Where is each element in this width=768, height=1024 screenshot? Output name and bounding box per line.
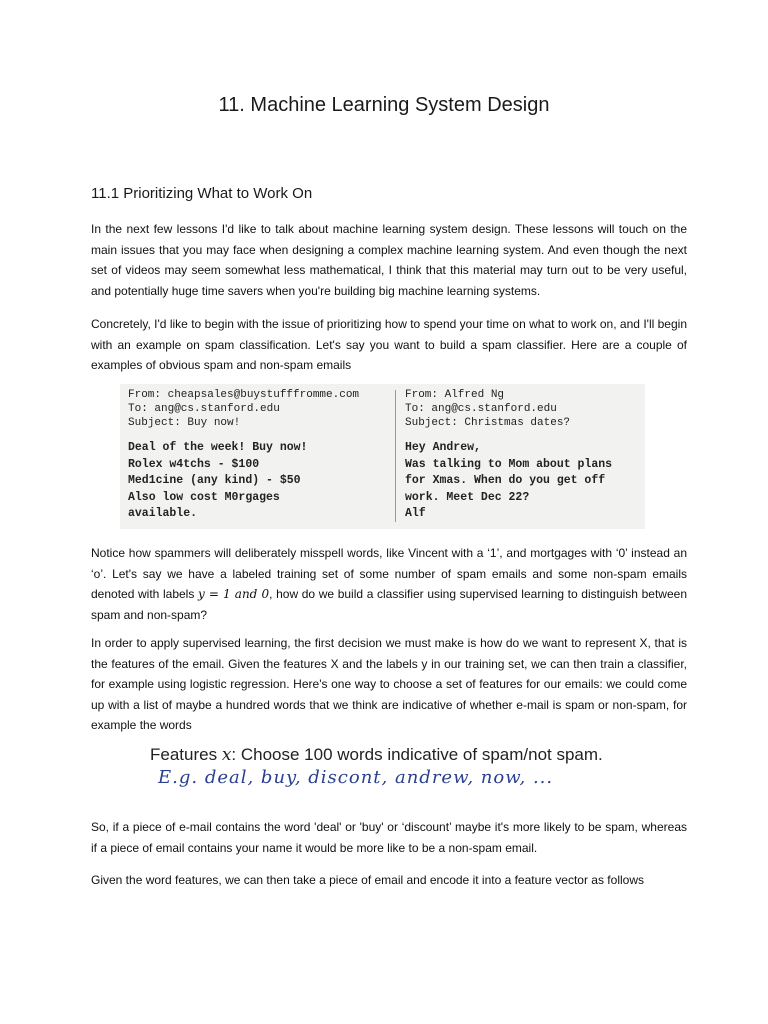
features-description: : Choose 100 words indicative of spam/not spam. [231, 745, 603, 764]
features-figure [150, 745, 620, 805]
spam-email-example [128, 388, 388, 523]
spam-email-body-line: Med1cine (any kind) - $50 [128, 474, 301, 487]
paragraph-feature-vector: Given the word features, we can then take a piece of email and encode it into a feature vector as follows [91, 873, 644, 887]
non-spam-email-body-line: Was talking to Mom about plans [405, 457, 613, 471]
spam-email-to: To: ang@cs.stanford.edu [128, 403, 280, 415]
spam-email-body-line: Deal of the week! Buy now! [128, 441, 308, 454]
paragraph-misspelling [91, 543, 687, 625]
spam-email-body-line: available. [128, 507, 198, 520]
labels-math: y = 1 and 0 [197, 587, 270, 601]
spam-email-from: From: cheapsales@buystufffromme.com [128, 389, 360, 401]
non-spam-email-to: To: ang@cs.stanford.edu [405, 403, 557, 415]
non-spam-email-body-line: Alf [405, 507, 426, 520]
features-printed-text [150, 745, 620, 765]
features-variable: x [221, 745, 232, 765]
page-title: 11. Machine Learning System Design [218, 94, 550, 116]
non-spam-email-body-line: Hey Andrew, [405, 441, 481, 454]
paragraph-features: In order to apply supervised learning, the first decision we must make is how do we want to represent X, that is the features of the email. Given the features X and the labels y in our training set, we can then train a classifier, for example using logistic regression. Here's one way to choose a set of features for our emails: we could come up with a list of maybe a hundred words that we think are indicative of whether e-mail is spam or non-spam, for example the words [91, 636, 687, 732]
email-divider [395, 390, 396, 522]
paragraph-spam-example-intro: Concretely, I'd like to begin with the issue of prioritizing how to spend your time on what to work on, and I'll begin with an example on spam classification. Let's say you want to build a spam classifier. Here are a couple of examples of obvious spam and non-spam emails [91, 317, 687, 372]
email-examples-figure [120, 384, 645, 529]
spam-email-body-line: Rolex w4tchs - $100 [128, 457, 260, 471]
paragraph-misspelling-text: Notice how spammers will deliberately misspell words, like Vincent with a ‘1’, and mortgages with ‘0’ instead an ‘o’. Let's say we have a labeled training set of some number of spam emails and some non-spam emails denoted with labels [91, 546, 687, 601]
paragraph-intro: In the next few lessons I'd like to talk about machine learning system design. These lessons will touch on the main issues that you may face when designing a complex machine learning system. And even though the next set of videos may seem somewhat less mathematical, I think that this material may turn out to be very useful, and potentially huge time savers when you're building big machine learning systems. [91, 222, 687, 298]
non-spam-email-from: From: Alfred Ng [405, 389, 505, 401]
paragraph-misspelling-text-end: , how do we build a classifier using supervised learning to distinguish between spam and non-spam? [91, 587, 687, 622]
non-spam-email-body-line: work. Meet Dec 22? [405, 490, 530, 504]
paragraph-word-likelihood: So, if a piece of e-mail contains the word 'deal' or 'buy' or ‘discount’ maybe it's more likely to be spam, whereas if a piece of email contains your name it would be more like to be a non-spam email. [91, 820, 687, 855]
non-spam-email-body-line: for Xmas. When do you get off [405, 474, 606, 487]
features-handwritten-examples: E.g. deal, buy, discont, andrew, now, ... [158, 767, 554, 788]
features-label: Features [150, 745, 222, 764]
spam-email-subject: Subject: Buy now! [128, 417, 241, 429]
section-heading: 11.1 Prioritizing What to Work On [91, 185, 313, 202]
non-spam-email-example [405, 388, 645, 523]
non-spam-email-subject: Subject: Christmas dates? [405, 417, 571, 429]
spam-email-body-line: Also low cost M0rgages [128, 490, 280, 504]
